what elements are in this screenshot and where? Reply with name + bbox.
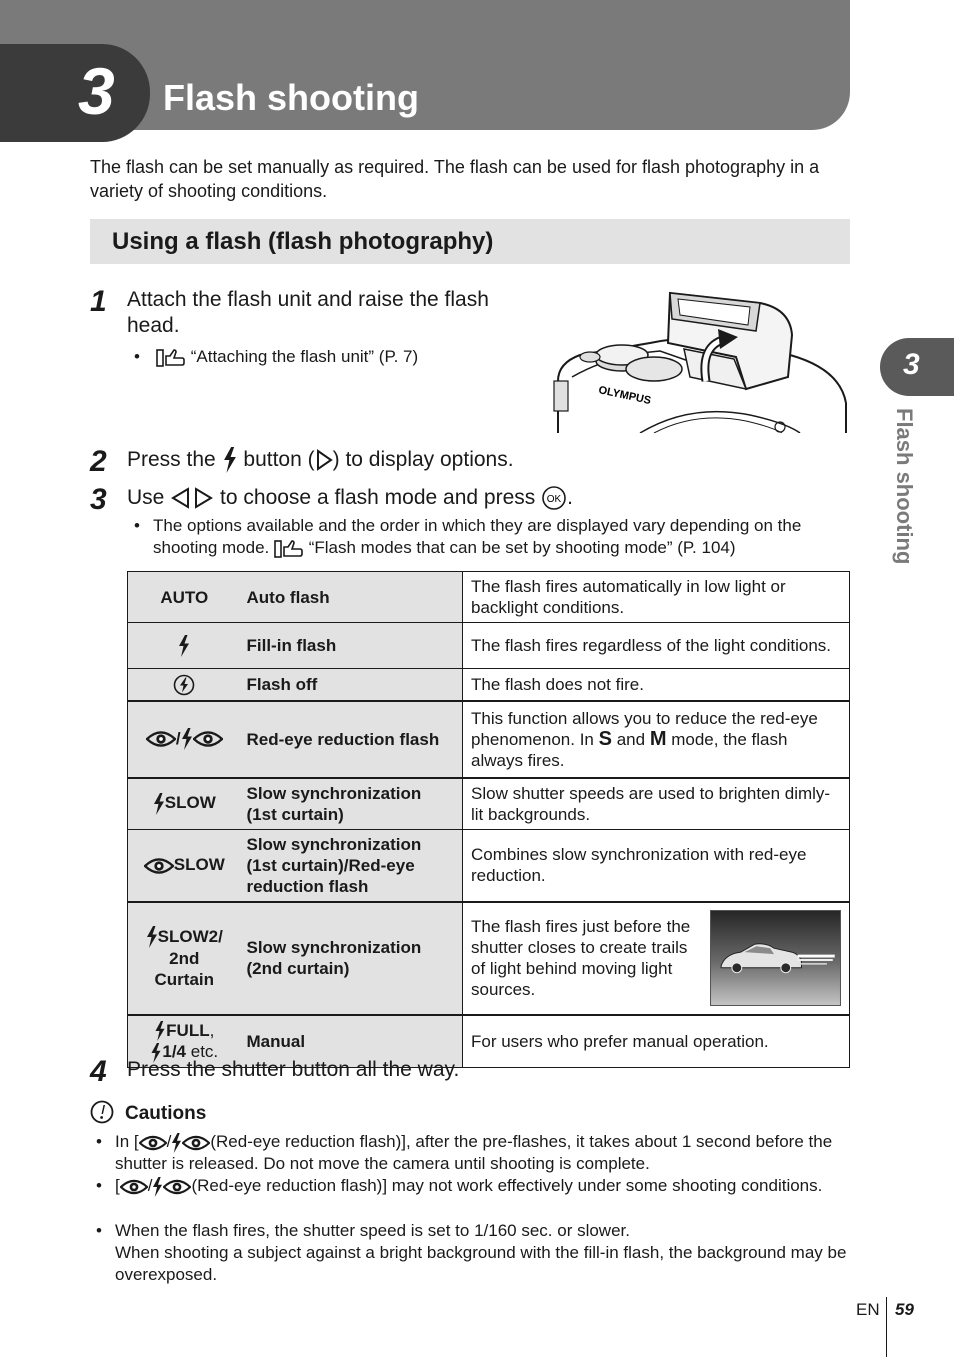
step-2-pre: Press the bbox=[127, 448, 216, 471]
redeye-desc-part2: mode, the flash always fires. bbox=[471, 729, 788, 770]
caution-icon bbox=[90, 1100, 114, 1124]
step-4-text: Press the shutter button all the way. bbox=[127, 1058, 460, 1081]
footer-language: EN bbox=[856, 1300, 880, 1319]
mode-name-slow1: Slow synchronization (1st curtain) bbox=[241, 778, 463, 830]
light-trails-photo bbox=[710, 910, 841, 1006]
caution-3-text-a: When the flash fires, the shutter speed is set to 1/160 sec. or slower. bbox=[115, 1221, 630, 1240]
mode-name-manual: Manual bbox=[241, 1015, 463, 1068]
redeye-desc-part1: This function allows you to reduce the red-eye phenomenon. In bbox=[471, 708, 818, 749]
side-chapter-label-text: Flash shooting bbox=[892, 408, 917, 565]
redeye-desc-and: and bbox=[616, 729, 646, 749]
flash-icon bbox=[222, 447, 238, 473]
intro-paragraph: The flash can be set manually as required. The flash can be used for flash photography in a variety of shooting conditions. bbox=[90, 157, 820, 201]
step-number-2: 2 bbox=[90, 445, 107, 478]
mode-desc-manual: For users who prefer manual operation. bbox=[463, 1015, 850, 1068]
step-2-mid: button ( bbox=[243, 448, 315, 471]
step-3-text bbox=[127, 485, 847, 511]
slow2-curtain: Curtain bbox=[154, 970, 214, 990]
table-row bbox=[128, 572, 850, 623]
red-eye-icon bbox=[163, 1178, 191, 1196]
camera-brand-label: OLYMPUS bbox=[597, 384, 653, 408]
chapter-number-block bbox=[0, 44, 150, 142]
table-row bbox=[128, 701, 850, 778]
mode-symbol-auto: AUTO bbox=[128, 572, 241, 623]
step-1-bullet bbox=[156, 346, 418, 368]
bullet-dot: • bbox=[96, 1132, 102, 1151]
step-3-bullet-text-b: “Flash modes that can be set by shooting mode” (P. 104) bbox=[308, 538, 736, 557]
cautions-title: Cautions bbox=[125, 1103, 207, 1124]
mode-desc-auto: The flash fires automatically in low light or backlight conditions. bbox=[463, 572, 850, 623]
mode-name-slowred: Slow synchronization (1st curtain)/Red-eye reduction flash bbox=[241, 829, 463, 902]
chapter-number: 3 bbox=[78, 54, 115, 128]
red-eye-icon bbox=[139, 1134, 167, 1152]
red-eye-icon bbox=[193, 729, 223, 749]
bullet-dot: • bbox=[134, 347, 140, 366]
step-3-bullet-text-a: The options available and the order in which they are displayed vary depending on the shooting mode. bbox=[153, 516, 802, 557]
flash-icon bbox=[152, 1177, 163, 1197]
red-eye-icon bbox=[120, 1178, 148, 1196]
red-eye-icon bbox=[182, 1134, 210, 1152]
table-row bbox=[128, 669, 850, 701]
step-3-bullet bbox=[153, 515, 843, 559]
slow2-label: SLOW2/ bbox=[157, 926, 223, 946]
table-row bbox=[128, 623, 850, 669]
mode-desc-slow2-cell bbox=[463, 902, 850, 1015]
mode-desc-fill: The flash fires regardless of the light conditions. bbox=[463, 623, 850, 669]
table-row bbox=[128, 902, 850, 1015]
step-2-text bbox=[127, 447, 847, 473]
caution-2-text: (Red-eye reduction flash)] may not work effectively under some shooting conditions. bbox=[191, 1176, 823, 1195]
step-2-post: ) to display options. bbox=[332, 448, 514, 471]
mode-name-auto: Auto flash bbox=[241, 572, 463, 623]
left-right-arrows-icon bbox=[170, 487, 214, 509]
mode-name-fill: Fill-in flash bbox=[241, 623, 463, 669]
red-eye-icon bbox=[144, 856, 174, 876]
caution-2-pre: [ bbox=[115, 1176, 120, 1195]
mode-desc-slowred: Combines slow synchronization with red-eye reduction. bbox=[463, 829, 850, 902]
mode-symbol-slow2 bbox=[128, 902, 241, 1015]
flash-mode-table bbox=[127, 571, 850, 1068]
caution-item-1 bbox=[115, 1131, 850, 1175]
mode-s-label: S bbox=[598, 727, 612, 750]
manual-quarter-label: 1/4 bbox=[162, 1042, 186, 1062]
flash-icon bbox=[181, 728, 193, 750]
mode-symbol-slow1 bbox=[128, 778, 241, 830]
bullet-dot: • bbox=[96, 1221, 102, 1240]
step-number-1: 1 bbox=[90, 285, 107, 318]
step-3-pre: Use bbox=[127, 486, 165, 509]
side-chapter-label bbox=[893, 408, 919, 588]
symbol-separator: / bbox=[166, 1132, 172, 1151]
right-arrow-icon bbox=[315, 449, 333, 471]
flash-icon bbox=[153, 793, 165, 815]
slow2-second: 2nd bbox=[169, 949, 200, 969]
mode-desc-slow1: Slow shutter speeds are used to brighten dimly-lit backgrounds. bbox=[463, 778, 850, 830]
step-3-end: . bbox=[567, 486, 573, 509]
side-tab-number: 3 bbox=[903, 348, 920, 381]
mode-desc-slow2: The flash fires just before the shutter closes to create trails of light behind moving light sources. bbox=[471, 917, 691, 1000]
caution-item-3 bbox=[115, 1220, 850, 1286]
mode-name-slow2: Slow synchronization (2nd curtain) bbox=[241, 902, 463, 1015]
flash-icon bbox=[146, 926, 158, 948]
table-row bbox=[128, 778, 850, 830]
bullet-dot: • bbox=[96, 1176, 102, 1195]
ok-button-icon bbox=[541, 485, 567, 511]
step-number-4: 4 bbox=[90, 1055, 107, 1088]
camera-illustration bbox=[550, 285, 850, 433]
caution-3-text-b: When shooting a subject against a bright background with the fill-in flash, the background may be overexposed. bbox=[115, 1243, 847, 1284]
mode-symbol-slowred bbox=[128, 829, 241, 902]
step-3-post: to choose a flash mode and press bbox=[220, 486, 536, 509]
mode-m-label: M bbox=[649, 727, 667, 750]
caution-1-text: (Red-eye reduction flash)], after the pre-flashes, it takes about 1 second before the shutter is released. Do not move the camera until shooting is complete. bbox=[115, 1132, 833, 1173]
red-eye-icon bbox=[146, 729, 176, 749]
manual-etc: etc. bbox=[190, 1042, 219, 1062]
mode-symbol-fill bbox=[128, 623, 241, 669]
section-title: Using a flash (flash photography) bbox=[112, 228, 494, 255]
footer-divider bbox=[886, 1297, 887, 1357]
step-number-3: 3 bbox=[90, 483, 107, 516]
mode-symbol-off bbox=[128, 669, 241, 701]
caution-item-2 bbox=[115, 1175, 850, 1197]
mode-desc-off: The flash does not fire. bbox=[463, 669, 850, 701]
slow-label: SLOW bbox=[173, 855, 225, 875]
flash-icon bbox=[171, 1133, 182, 1153]
slow-label: SLOW bbox=[164, 793, 216, 813]
flash-off-icon bbox=[173, 674, 195, 696]
flash-icon bbox=[178, 635, 190, 657]
step-1-bullet-text: “Attaching the flash unit” (P. 7) bbox=[190, 347, 419, 366]
symbol-separator: / bbox=[147, 1176, 153, 1195]
symbol-separator: / bbox=[175, 728, 181, 748]
step-1-text: Attach the flash unit and raise the flash head. bbox=[127, 288, 489, 337]
flash-icon bbox=[154, 1021, 166, 1041]
manual-full-label: FULL bbox=[166, 1020, 210, 1040]
mode-symbol-redeye bbox=[128, 701, 241, 778]
mode-name-off: Flash off bbox=[241, 669, 463, 701]
manual-comma: , bbox=[209, 1020, 215, 1040]
mode-name-redeye: Red-eye reduction flash bbox=[241, 701, 463, 778]
svg-text:OK: OK bbox=[546, 494, 562, 506]
bullet-dot: • bbox=[134, 516, 140, 535]
page-number: 59 bbox=[895, 1300, 914, 1319]
reference-icon bbox=[274, 540, 304, 558]
table-row bbox=[128, 829, 850, 902]
reference-icon bbox=[156, 349, 186, 367]
mode-desc-redeye bbox=[463, 701, 850, 778]
caution-1-pre: In [ bbox=[115, 1132, 139, 1151]
chapter-title: Flash shooting bbox=[163, 77, 419, 118]
